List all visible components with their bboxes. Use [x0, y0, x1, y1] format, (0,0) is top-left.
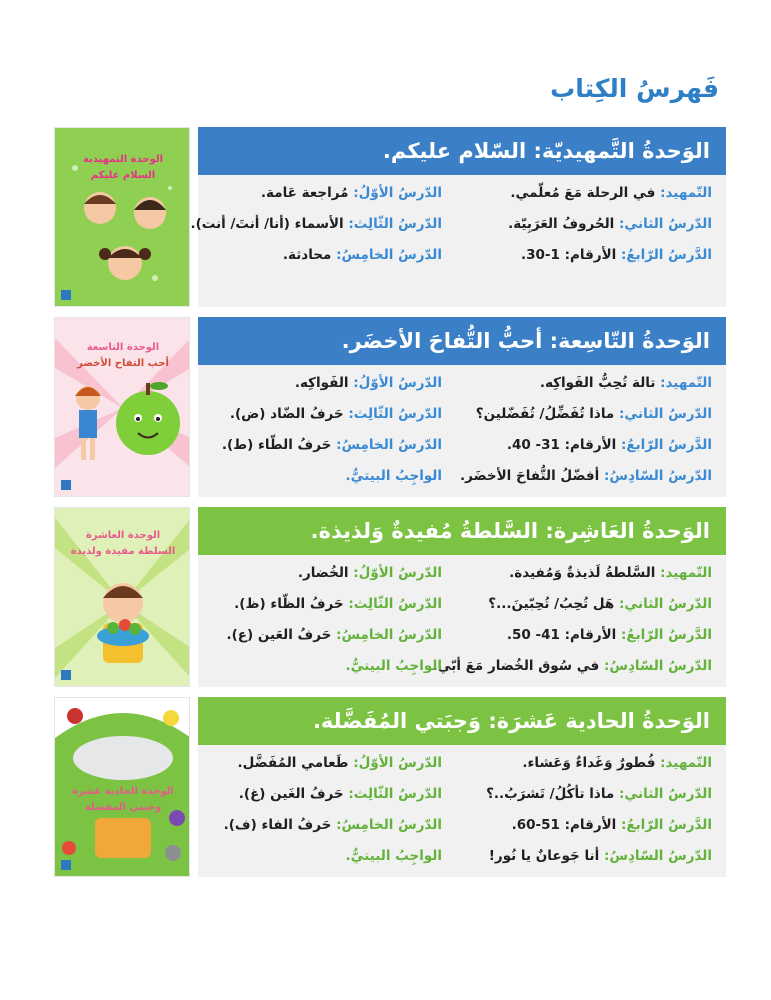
cover-subtitle: أحب التفاح الأخضر: [77, 358, 169, 369]
lesson-item: [345, 848, 442, 864]
lesson-label: الدّرسُ الثّالِث:: [348, 216, 442, 232]
lesson-label: الدّرسُ الخامِسُ:: [336, 247, 442, 263]
unit-cover: [54, 317, 190, 497]
lesson-text: في الرحلة مَعَ مُعلّمي.: [510, 185, 661, 201]
lesson-label: الدّرسُ الثّالِث:: [348, 406, 442, 422]
lesson-text: الأرقام: 41- 50.: [506, 627, 621, 643]
lesson-item: [295, 375, 442, 391]
unit-cover: [54, 127, 190, 307]
unit-section: [54, 317, 726, 497]
lesson-item: [507, 627, 712, 643]
unit-title: الوَحدةُ التَّمهيديّة: السّلام عليكم.: [198, 127, 726, 175]
lesson-item: [508, 216, 712, 232]
unit-section: [54, 697, 726, 877]
lesson-label: الدّرسُ السّادِسُ:: [603, 848, 712, 864]
unit-cover: [54, 697, 190, 877]
lesson-label: الواجِبُ البيتيُّ.: [345, 658, 442, 674]
lesson-label: الدّرسُ السّادِسُ:: [603, 468, 712, 484]
cover-title: الوحدة التمهيدية: [82, 154, 164, 165]
lesson-text: ماذا تُفَضِّلُ/ تُفَضّلين؟: [475, 406, 619, 422]
cover-title: الوحدة العاشرة: [85, 530, 161, 541]
lesson-item: [488, 596, 712, 612]
lesson-item: [234, 596, 442, 612]
lesson-text: حَرفُ الغَين (غ).: [238, 786, 349, 802]
lesson-label: الدَّرسُ الرّابعُ:: [620, 627, 712, 643]
lesson-item: [432, 658, 712, 674]
lesson-label: الواجِبُ البيتيُّ.: [345, 468, 442, 484]
lesson-label: الدّرسُ الأوّلُ:: [353, 375, 442, 391]
lesson-text: حَرفُ الظّاء (ظ).: [234, 596, 349, 612]
lesson-text: الفَواكِه.: [294, 375, 354, 391]
lesson-label: الدَّرسُ الرّابعُ:: [620, 437, 712, 453]
lesson-label: الدَّرسُ الرّابعُ:: [620, 247, 712, 263]
lesson-label: الدّرسُ الثّالِث:: [348, 786, 442, 802]
lesson-text: في سُوق الخُضار مَعَ أبّي.: [432, 658, 604, 674]
lesson-item: [510, 185, 712, 201]
lesson-label: الدّرسُ الأوّلُ:: [353, 755, 442, 771]
lesson-text: تالة تُحِبُّ الفَواكِه.: [539, 375, 661, 391]
lesson-text: الخُضار.: [297, 565, 354, 581]
lesson-text: طَعامي المُفَضَّل.: [237, 755, 354, 771]
unit-card: [198, 317, 726, 497]
unit-section: [54, 507, 726, 687]
lesson-text: السَّلطةُ لَذيذةٌ وَمُفيدة.: [509, 565, 661, 581]
lesson-item: [509, 565, 712, 581]
lesson-label: الدّرسُ الخامِسُ:: [336, 627, 442, 643]
unit-title: الوَحدةُ الحادية عَشرَة: وَجبَتي المُفَضَّلة.: [198, 697, 726, 745]
unit-cover: [54, 507, 190, 687]
lesson-item: [283, 247, 442, 263]
lesson-text: الأرقام: 1-30.: [520, 247, 621, 263]
lesson-label: الدّرسُ الثاني:: [619, 786, 712, 802]
lesson-item: [345, 468, 442, 484]
lesson-text: فُطورٌ وَغَداءٌ وَعَشاء.: [522, 755, 661, 771]
lesson-item: [512, 817, 712, 833]
unit-card: [198, 507, 726, 687]
cover-title: الوحدة الحادية عشرة: [72, 786, 174, 797]
unit-card: [190, 127, 726, 307]
lesson-item: [226, 627, 442, 643]
lesson-text: محادثة.: [282, 247, 337, 263]
lesson-text: حَرفُ العَين (ع).: [226, 627, 337, 643]
unit-title: الوَحدةُ التّاسِعة: أحبُّ التُّفاحَ الأخضَر.: [198, 317, 726, 365]
lesson-item: [298, 565, 442, 581]
lesson-text: الأرقام: 51-60.: [511, 817, 621, 833]
lesson-item: [486, 786, 712, 802]
lesson-item: [224, 817, 442, 833]
lesson-label: الدّرسُ الثاني:: [619, 406, 712, 422]
lesson-item: [489, 848, 712, 864]
lesson-text: أفضّلُ التُّفاحَ الأخضَر.: [460, 468, 604, 484]
lesson-label: التّمهيد:: [660, 375, 712, 391]
lesson-label: الدّرسُ الثاني:: [619, 596, 712, 612]
page-title: فَهرسُ الكِتاب: [550, 74, 719, 103]
lesson-item: [476, 406, 712, 422]
lesson-text: مُراجعة عَامة.: [260, 185, 354, 201]
unit-card: [198, 697, 726, 877]
lesson-label: الدّرسُ الثّالِث:: [348, 596, 442, 612]
lesson-label: الدّرسُ الخامِسُ:: [336, 437, 442, 453]
lesson-text: حَرفُ الطّاء (ط).: [221, 437, 337, 453]
cover-subtitle: السلطة مفيدة ولذيذة: [70, 546, 176, 557]
lesson-text: الحُروفُ العَرَبِيّة.: [508, 216, 619, 232]
lesson-label: الدّرسُ السّادِسُ:: [603, 658, 712, 674]
lesson-item: [460, 468, 712, 484]
lesson-text: الأسماء (أنا/ أنتَ/ أنت).: [190, 216, 349, 232]
lesson-item: [521, 247, 712, 263]
lesson-text: هَل تُحِبُ/ تُحِبّينَ...؟: [488, 596, 619, 612]
lesson-item: [222, 437, 442, 453]
lesson-item: [191, 216, 443, 232]
lesson-text: ماذا تأكُلُ/ تَشرَبُ..؟: [486, 786, 619, 802]
lesson-item: [345, 658, 442, 674]
lesson-label: الدّرسُ الأوّلُ:: [353, 565, 442, 581]
cover-subtitle: السلام عليكم: [90, 170, 156, 181]
cover-subtitle: وجبتي المفضلة: [84, 802, 162, 813]
lesson-item: [507, 437, 712, 453]
lesson-label: الدّرسُ الأوّلُ:: [353, 185, 442, 201]
lesson-label: التّمهيد:: [660, 565, 712, 581]
lesson-text: حَرفُ الفاء (ف).: [223, 817, 337, 833]
lesson-text: حَرفُ الضّاد (ض).: [229, 406, 349, 422]
lesson-label: الدَّرسُ الرّابعُ:: [620, 817, 712, 833]
lesson-label: الدّرسُ الخامِسُ:: [336, 817, 442, 833]
lesson-label: التّمهيد:: [660, 185, 712, 201]
unit-section: [54, 127, 726, 307]
lesson-text: أنا جَوعانٌ يا نُور!: [488, 848, 604, 864]
lesson-text: الأرقام: 31- 40.: [506, 437, 621, 453]
lesson-label: الدّرسُ الثاني:: [619, 216, 712, 232]
lesson-item: [540, 375, 712, 391]
lesson-label: الواجِبُ البيتيُّ.: [345, 848, 442, 864]
lesson-item: [522, 755, 712, 771]
lesson-item: [261, 185, 442, 201]
lesson-label: التّمهيد:: [660, 755, 712, 771]
lesson-item: [237, 755, 442, 771]
unit-title: الوَحدةُ العَاشِرة: السَّلطةُ مُفيدةٌ وَلذيذة.: [198, 507, 726, 555]
lesson-item: [239, 786, 442, 802]
cover-title: الوحدة التاسعة: [86, 342, 160, 353]
lesson-item: [230, 406, 442, 422]
